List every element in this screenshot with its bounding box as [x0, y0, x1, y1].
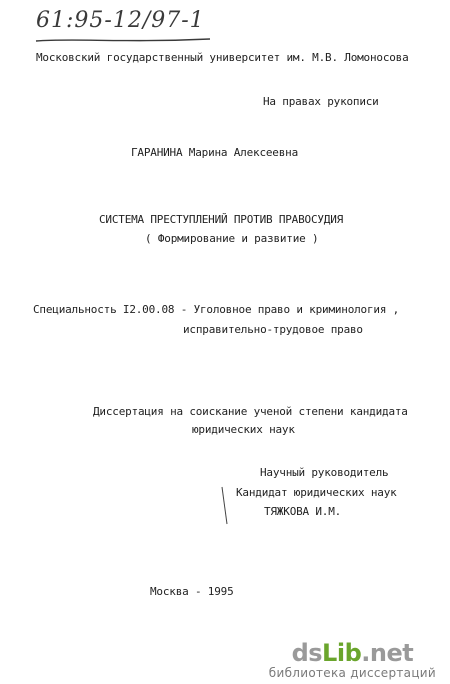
dslib-logo: dsLib.net [291, 639, 414, 667]
dslib-subtitle: библиотека диссертаций [268, 666, 436, 680]
handwritten-underline [34, 36, 212, 44]
rights-note: На правах рукописи [263, 95, 379, 108]
degree-line-1: Диссертация на соискание ученой степени кандидата [93, 405, 408, 418]
author-name: ГАРАНИНА Марина Алексеевна [131, 146, 298, 159]
dissertation-title: СИСТЕМА ПРЕСТУПЛЕНИЙ ПРОТИВ ПРАВОСУДИЯ [99, 213, 344, 226]
city-year: Москва - 1995 [150, 585, 234, 598]
dslib-watermark [269, 640, 436, 680]
supervisor-degree: Кандидат юридических наук [236, 486, 397, 499]
degree-line-2: юридических наук [192, 423, 295, 436]
handwritten-archive-code: 61:95-12/97-1 [36, 8, 205, 33]
university-name: Московский государственный университет им. М.В. Ломоносова [36, 51, 409, 64]
dissertation-subtitle: ( Формирование и развитие ) [145, 232, 319, 245]
specialty-line-1: Специальность I2.00.08 - Уголовное право и криминология , [33, 303, 400, 316]
supervisor-label: Научный руководитель [260, 466, 389, 479]
pen-mark [220, 486, 230, 526]
supervisor-name: ТЯЖКОВА И.М. [264, 505, 342, 518]
specialty-line-2: исправительно-трудовое право [183, 323, 363, 336]
